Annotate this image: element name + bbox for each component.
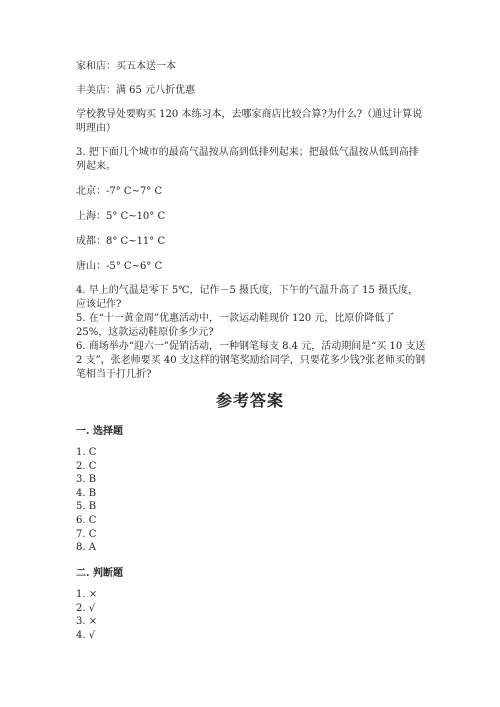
judge-answer: 1. × <box>76 589 98 600</box>
city-tangshan: 唐山：-5° C~6° C <box>76 261 163 272</box>
judge-answer: 4. √ <box>76 629 96 641</box>
judge-answer: 3. × <box>76 616 98 628</box>
store-jiahe: 家和店：买五本送一本 <box>76 61 176 72</box>
choice-answer: 3. B <box>76 474 97 486</box>
answer-title: 参考答案 <box>215 391 284 410</box>
choice-answer: 5. B <box>76 501 97 513</box>
city-shanghai: 上海：5° C~10° C <box>76 211 166 222</box>
choice-answer: 8. A <box>76 542 96 554</box>
question-5: 5. 在“十一黄金周”优惠活动中，一款运动鞋现价 120 元，比原价降低了 25%，这款运动鞋原价多少元? <box>76 313 395 338</box>
choice-answer: 4. B <box>76 487 97 499</box>
store-fengmei: 丰美店：满 65 元八折优惠 <box>76 85 196 96</box>
choice-answer: 7. C <box>76 528 97 540</box>
city-beijing: 北京：-7° C~7° C <box>76 186 163 197</box>
section-choice-heading: 一. 选择题 <box>76 426 123 437</box>
question-4: 4. 早上的气温是零下 5℃，记作－5 摄氏度，下午的气温升高了 15 摄氏度，应该记作? <box>76 285 419 310</box>
city-chengdu: 成都：8° C~11° C <box>76 236 166 247</box>
choice-answer: 1. C <box>76 447 97 458</box>
choice-answer: 6. C <box>76 515 97 526</box>
question-3: 3. 把下面几个城市的最高气温按从高到低排列起来；把最低气温按从低到高排列起来。 <box>76 147 419 172</box>
question-notebooks: 学校教导处要购买 120 本练习本，去哪家商店比较合算?为什么?（通过计算说明理由） <box>76 109 423 134</box>
question-6: 6. 商场举办“迎六一”促销活动，一种钢笔每支 8.4 元，活动期间是“买 10 支送 2 支”，张老师要买 40 支这样的钢笔奖励给同学，只要花多少钱?张老师买的钢笔相当于打几折? <box>76 341 426 380</box>
choice-answer: 2. C <box>76 460 97 472</box>
section-judge-heading: 二. 判断题 <box>76 568 123 579</box>
judge-answer: 2. √ <box>76 602 96 614</box>
